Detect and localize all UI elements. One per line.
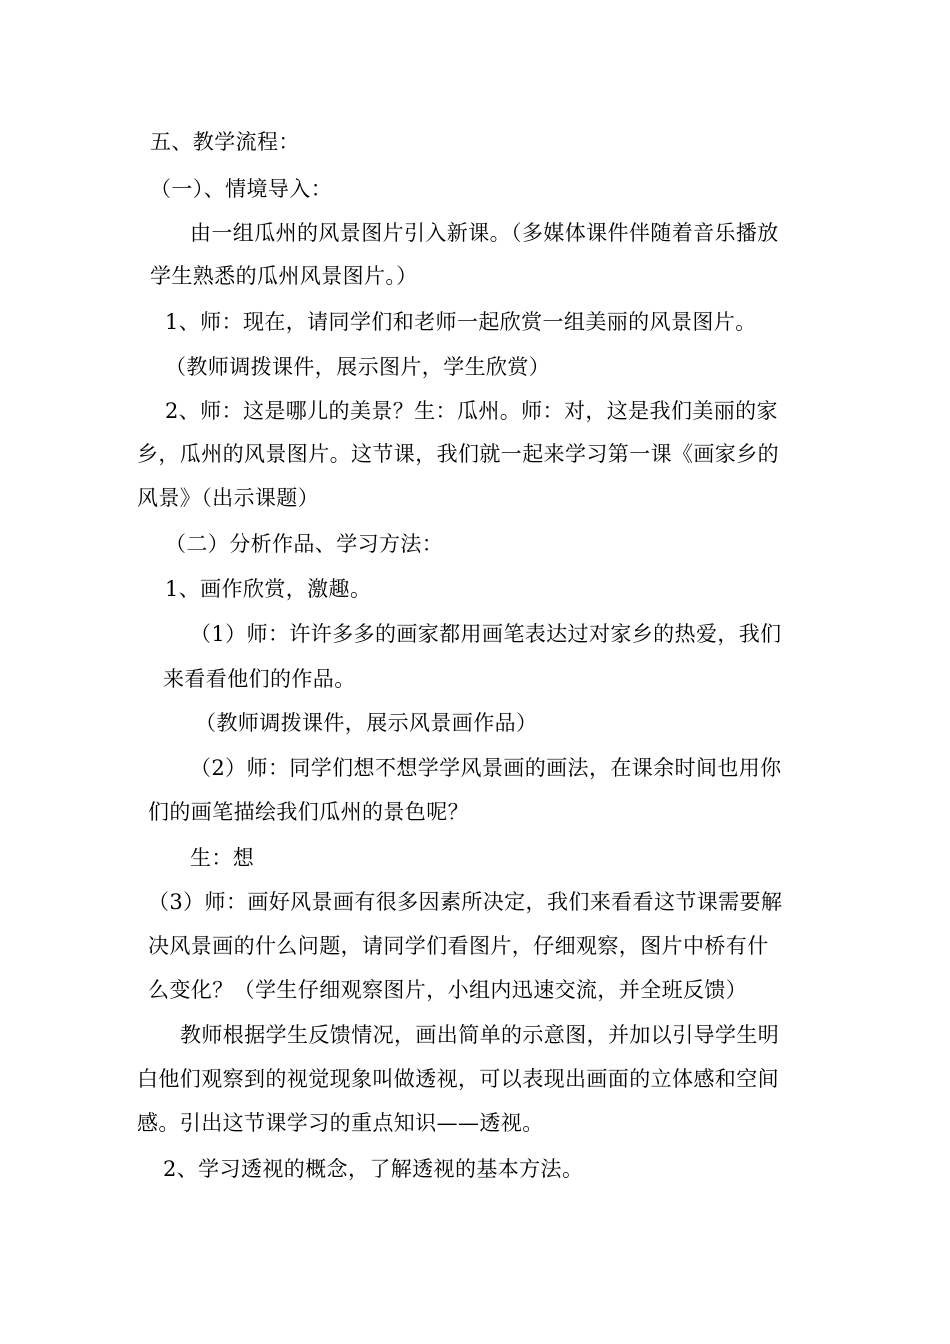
paragraph-line: 教师根据学生反馈情况，画出简单的示意图，并加以引导学生明 (180, 1023, 780, 1047)
paragraph-line: （1）师：许许多多的画家都用画笔表达过对家乡的热爱，我们 (190, 622, 782, 646)
paragraph-line: 2、学习透视的概念，了解透视的基本方法。 (163, 1157, 584, 1181)
paragraph-line: 1、画作欣赏，激趣。 (165, 577, 372, 601)
subsection-heading: （二）分析作品、学习方法： (165, 532, 444, 556)
paragraph-line: （教师调拨课件，展示图片，学生欣赏） (165, 355, 551, 379)
paragraph-line: 1、师：现在，请同学们和老师一起欣赏一组美丽的风景图片。 (165, 310, 757, 334)
paragraph-line: 乡，瓜州的风景图片。这节课，我们就一起来学习第一课《画家乡的 (137, 442, 779, 466)
subsection-heading: （一）、情境导入： (150, 177, 333, 201)
paragraph-line: 决风景画的什么问题，请同学们看图片，仔细观察，图片中桥有什 (148, 934, 769, 958)
paragraph-line: （教师调拨课件，展示风景画作品） (195, 711, 538, 735)
paragraph-line: 白他们观察到的视觉现象叫做透视，可以表现出画面的立体感和空间 (137, 1067, 779, 1091)
paragraph-line: 学生熟悉的瓜州风景图片。） (150, 264, 418, 288)
paragraph-line: 们的画笔描绘我们瓜州的景色呢？ (148, 800, 469, 824)
paragraph-line: 来看看他们的作品。 (163, 667, 356, 691)
paragraph-line: 么变化？（学生仔细观察图片，小组内迅速交流，并全班反馈） (148, 978, 748, 1002)
paragraph-line: （3）师：画好风景画有很多因素所决定，我们来看看这节课需要解 (148, 890, 783, 914)
paragraph-line: 生：想 (190, 846, 255, 870)
paragraph-line: 风景》（出示课题） (137, 486, 320, 510)
paragraph-line: （2）师：同学们想不想学学风景画的画法，在课余时间也用你 (190, 756, 782, 780)
paragraph-line: 2、师：这是哪儿的美景？生：瓜州。师：对，这是我们美丽的家 (165, 399, 778, 423)
section-heading: 五、教学流程： (150, 130, 300, 154)
paragraph-line: 由一组瓜州的风景图片引入新课。（多媒体课件伴随着音乐播放 (190, 221, 779, 245)
paragraph-line: 感。引出这节课学习的重点知识——透视。 (137, 1111, 544, 1135)
